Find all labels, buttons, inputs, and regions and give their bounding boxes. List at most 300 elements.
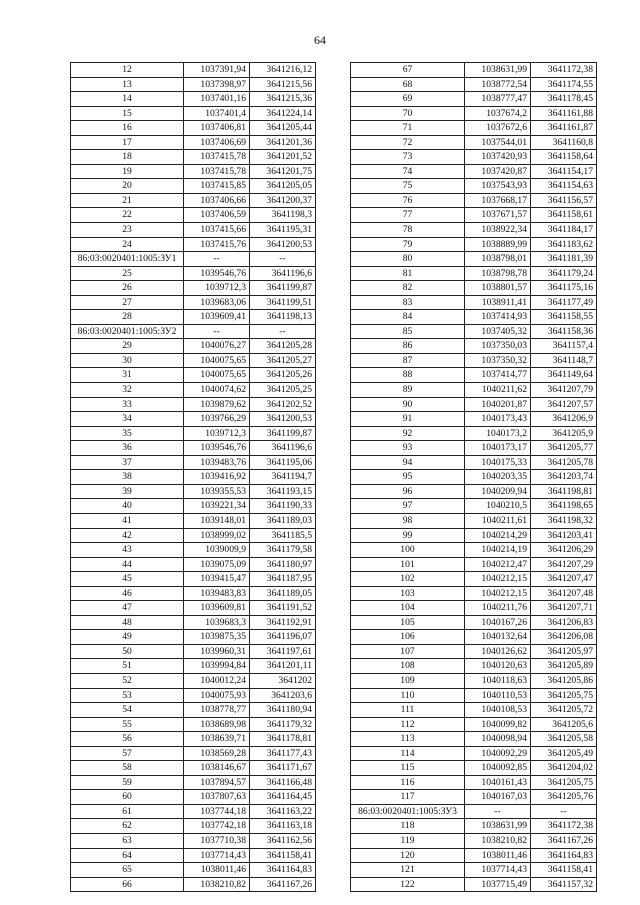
table-row xyxy=(351,310,597,325)
point-number-cell: 35 xyxy=(71,426,184,441)
x-coordinate-cell: 1038146,67 xyxy=(184,761,250,776)
y-coordinate-cell: 3641179,24 xyxy=(531,266,597,281)
y-coordinate-cell: 3641164,45 xyxy=(250,790,316,805)
y-coordinate-cell: 3641154,63 xyxy=(531,179,597,194)
table-row xyxy=(351,732,597,747)
point-number-cell: 45 xyxy=(71,572,184,587)
y-coordinate-cell: 3641196,6 xyxy=(250,266,316,281)
y-coordinate-cell: 3641202 xyxy=(250,673,316,688)
x-coordinate-cell: 1040108,53 xyxy=(465,703,531,718)
table-row xyxy=(71,484,316,499)
table-row xyxy=(71,833,316,848)
point-number-cell: 25 xyxy=(71,266,184,281)
point-number-cell: 33 xyxy=(71,397,184,412)
point-number-cell: 68 xyxy=(351,77,465,92)
x-coordinate-cell: 1037414,77 xyxy=(465,368,531,383)
table-row xyxy=(351,92,597,107)
x-coordinate-cell: 1040173,17 xyxy=(465,441,531,456)
table-row xyxy=(71,92,316,107)
x-coordinate-cell: 1039148,01 xyxy=(184,513,250,528)
point-number-cell: 93 xyxy=(351,441,465,456)
x-coordinate-cell: 1038639,71 xyxy=(184,732,250,747)
y-coordinate-cell: 3641198,32 xyxy=(531,513,597,528)
y-coordinate-cell: 3641205,76 xyxy=(531,790,597,805)
table-row xyxy=(351,819,597,834)
x-coordinate-cell: 1039609,41 xyxy=(184,310,250,325)
y-coordinate-cell: 3641191,52 xyxy=(250,601,316,616)
x-coordinate-cell: 1037405,32 xyxy=(465,324,531,339)
point-number-cell: 44 xyxy=(71,557,184,572)
y-coordinate-cell: 3641207,79 xyxy=(531,383,597,398)
x-coordinate-cell: 1037544,01 xyxy=(465,135,531,150)
point-number-cell: 100 xyxy=(351,543,465,558)
x-coordinate-cell: 1039712,3 xyxy=(184,426,250,441)
x-coordinate-cell: 1040167,03 xyxy=(465,790,531,805)
point-number-cell: 19 xyxy=(71,164,184,179)
y-coordinate-cell: 3641206,08 xyxy=(531,630,597,645)
y-coordinate-cell: 3641205,25 xyxy=(250,383,316,398)
y-coordinate-cell: 3641205,28 xyxy=(250,339,316,354)
x-coordinate-cell: 1037420,87 xyxy=(465,164,531,179)
point-number-cell: 120 xyxy=(351,848,465,863)
point-number-cell: 52 xyxy=(71,673,184,688)
table-row xyxy=(71,528,316,543)
table-row xyxy=(351,179,597,194)
y-coordinate-cell: 3641172,38 xyxy=(531,63,597,78)
point-number-cell: 28 xyxy=(71,310,184,325)
point-number-cell: 30 xyxy=(71,353,184,368)
x-placeholder-cell: -- xyxy=(184,324,250,339)
y-coordinate-cell: 3641172,38 xyxy=(531,819,597,834)
table-row xyxy=(351,106,597,121)
point-number-cell: 101 xyxy=(351,557,465,572)
point-number-cell: 51 xyxy=(71,659,184,674)
y-coordinate-cell: 3641174,55 xyxy=(531,77,597,92)
x-coordinate-cell: 1038999,02 xyxy=(184,528,250,543)
table-row xyxy=(351,775,597,790)
table-row xyxy=(71,848,316,863)
table-row xyxy=(71,470,316,485)
table-row xyxy=(71,426,316,441)
point-number-cell: 63 xyxy=(71,833,184,848)
table-row xyxy=(71,717,316,732)
y-coordinate-cell: 3641171,67 xyxy=(250,761,316,776)
x-coordinate-cell: 1037401,4 xyxy=(184,106,250,121)
x-coordinate-cell: 1038569,28 xyxy=(184,746,250,761)
x-coordinate-cell: 1039994,84 xyxy=(184,659,250,674)
y-coordinate-cell: 3641163,22 xyxy=(250,804,316,819)
table-row xyxy=(351,324,597,339)
table-row xyxy=(71,761,316,776)
x-coordinate-cell: 1039875,35 xyxy=(184,630,250,645)
point-number-cell: 72 xyxy=(351,135,465,150)
x-coordinate-cell: 1040212,47 xyxy=(465,557,531,572)
point-number-cell: 112 xyxy=(351,717,465,732)
x-coordinate-cell: 1040209,94 xyxy=(465,484,531,499)
x-coordinate-cell: 1037710,38 xyxy=(184,833,250,848)
y-coordinate-cell: 3641189,03 xyxy=(250,513,316,528)
y-coordinate-cell: 3641185,5 xyxy=(250,528,316,543)
point-number-cell: 73 xyxy=(351,150,465,165)
y-coordinate-cell: 3641194,7 xyxy=(250,470,316,485)
parcel-id-cell: 86:03:0020401:1005:ЗУ3 xyxy=(351,804,465,819)
x-coordinate-cell: 1037807,63 xyxy=(184,790,250,805)
table-row xyxy=(351,659,597,674)
x-coordinate-cell: 1039683,3 xyxy=(184,615,250,630)
table-row xyxy=(351,193,597,208)
y-coordinate-cell: 3641200,53 xyxy=(250,412,316,427)
y-coordinate-cell: 3641205,49 xyxy=(531,746,597,761)
x-coordinate-cell: 1039546,76 xyxy=(184,441,250,456)
table-row xyxy=(351,441,597,456)
y-coordinate-cell: 3641205,97 xyxy=(531,644,597,659)
point-number-cell: 18 xyxy=(71,150,184,165)
y-coordinate-cell: 3641166,48 xyxy=(250,775,316,790)
table-row xyxy=(71,383,316,398)
point-number-cell: 70 xyxy=(351,106,465,121)
table-row xyxy=(351,77,597,92)
point-number-cell: 14 xyxy=(71,92,184,107)
y-coordinate-cell: 3641200,53 xyxy=(250,237,316,252)
point-number-cell: 107 xyxy=(351,644,465,659)
table-row xyxy=(71,601,316,616)
table-row xyxy=(351,368,597,383)
x-coordinate-cell: 1040173,2 xyxy=(465,426,531,441)
y-coordinate-cell: 3641190,33 xyxy=(250,499,316,514)
table-row xyxy=(71,353,316,368)
point-number-cell: 43 xyxy=(71,543,184,558)
table-row xyxy=(351,63,597,78)
point-number-cell: 75 xyxy=(351,179,465,194)
x-coordinate-cell: 1040175,33 xyxy=(465,455,531,470)
y-coordinate-cell: 3641224,14 xyxy=(250,106,316,121)
point-number-cell: 21 xyxy=(71,193,184,208)
table-row xyxy=(351,717,597,732)
table-row xyxy=(71,368,316,383)
y-coordinate-cell: 3641207,29 xyxy=(531,557,597,572)
point-number-cell: 119 xyxy=(351,833,465,848)
table-row xyxy=(351,353,597,368)
point-number-cell: 86 xyxy=(351,339,465,354)
y-coordinate-cell: 3641177,43 xyxy=(250,746,316,761)
point-number-cell: 39 xyxy=(71,484,184,499)
point-number-cell: 90 xyxy=(351,397,465,412)
y-coordinate-cell: 3641167,26 xyxy=(531,833,597,848)
y-coordinate-cell: 3641206,83 xyxy=(531,615,597,630)
x-coordinate-cell: 1040214,19 xyxy=(465,543,531,558)
x-coordinate-cell: 1037714,43 xyxy=(465,863,531,878)
x-coordinate-cell: 1040211,61 xyxy=(465,513,531,528)
x-coordinate-cell: 1038772,54 xyxy=(465,77,531,92)
x-placeholder-cell: -- xyxy=(465,804,531,819)
y-coordinate-cell: 3641158,55 xyxy=(531,310,597,325)
point-number-cell: 88 xyxy=(351,368,465,383)
y-coordinate-cell: 3641163,18 xyxy=(250,819,316,834)
x-coordinate-cell: 1039712,3 xyxy=(184,281,250,296)
x-coordinate-cell: 1038889,99 xyxy=(465,237,531,252)
y-coordinate-cell: 3641192,91 xyxy=(250,615,316,630)
y-coordinate-cell: 3641197,61 xyxy=(250,644,316,659)
y-coordinate-cell: 3641205,77 xyxy=(531,441,597,456)
table-row xyxy=(71,339,316,354)
y-coordinate-cell: 3641202,52 xyxy=(250,397,316,412)
x-coordinate-cell: 1040214,29 xyxy=(465,528,531,543)
y-coordinate-cell: 3641198,65 xyxy=(531,499,597,514)
table-row xyxy=(71,164,316,179)
y-coordinate-cell: 3641216,12 xyxy=(250,63,316,78)
parcel-id-cell: 86:03:0020401:1005:ЗУ2 xyxy=(71,324,184,339)
y-coordinate-cell: 3641206,29 xyxy=(531,543,597,558)
x-coordinate-cell: 1039415,47 xyxy=(184,572,250,587)
table-row xyxy=(351,543,597,558)
y-coordinate-cell: 3641177,49 xyxy=(531,295,597,310)
point-number-cell: 48 xyxy=(71,615,184,630)
x-coordinate-cell: 1038631,99 xyxy=(465,63,531,78)
table-row xyxy=(351,223,597,238)
table-row xyxy=(71,455,316,470)
point-number-cell: 55 xyxy=(71,717,184,732)
y-coordinate-cell: 3641199,51 xyxy=(250,295,316,310)
y-coordinate-cell: 3641205,9 xyxy=(531,426,597,441)
point-number-cell: 80 xyxy=(351,252,465,267)
x-coordinate-cell: 1040118,63 xyxy=(465,673,531,688)
point-number-cell: 122 xyxy=(351,877,465,892)
table-row xyxy=(71,310,316,325)
point-number-cell: 24 xyxy=(71,237,184,252)
y-coordinate-cell: 3641148,7 xyxy=(531,353,597,368)
table-row xyxy=(351,412,597,427)
y-coordinate-cell: 3641204,02 xyxy=(531,761,597,776)
table-row xyxy=(351,557,597,572)
table-row xyxy=(71,863,316,878)
point-number-cell: 27 xyxy=(71,295,184,310)
point-number-cell: 116 xyxy=(351,775,465,790)
y-coordinate-cell: 3641203,41 xyxy=(531,528,597,543)
point-number-cell: 85 xyxy=(351,324,465,339)
table-row xyxy=(351,266,597,281)
point-number-cell: 105 xyxy=(351,615,465,630)
y-coordinate-cell: 3641181,39 xyxy=(531,252,597,267)
x-coordinate-cell: 1039483,83 xyxy=(184,586,250,601)
point-number-cell: 83 xyxy=(351,295,465,310)
x-coordinate-cell: 1038210,82 xyxy=(465,833,531,848)
table-row xyxy=(351,848,597,863)
point-number-cell: 57 xyxy=(71,746,184,761)
table-row xyxy=(351,673,597,688)
x-coordinate-cell: 1037401,16 xyxy=(184,92,250,107)
y-coordinate-cell: 3641206,9 xyxy=(531,412,597,427)
point-number-cell: 108 xyxy=(351,659,465,674)
y-coordinate-cell: 3641205,27 xyxy=(250,353,316,368)
x-coordinate-cell: 1038777,47 xyxy=(465,92,531,107)
x-coordinate-cell: 1040203,35 xyxy=(465,470,531,485)
page-number: 64 xyxy=(314,33,326,47)
table-row xyxy=(351,586,597,601)
y-coordinate-cell: 3641149,64 xyxy=(531,368,597,383)
table-row xyxy=(351,615,597,630)
table-row xyxy=(71,659,316,674)
point-number-cell: 67 xyxy=(351,63,465,78)
point-number-cell: 79 xyxy=(351,237,465,252)
point-number-cell: 29 xyxy=(71,339,184,354)
x-coordinate-cell: 1037894,57 xyxy=(184,775,250,790)
y-coordinate-cell: 3641196,6 xyxy=(250,441,316,456)
x-coordinate-cell: 1038798,01 xyxy=(465,252,531,267)
x-coordinate-cell: 1037406,81 xyxy=(184,121,250,136)
point-number-cell: 111 xyxy=(351,703,465,718)
table-row xyxy=(351,397,597,412)
point-number-cell: 117 xyxy=(351,790,465,805)
x-coordinate-cell: 1040092,85 xyxy=(465,761,531,776)
table-row xyxy=(351,164,597,179)
point-number-cell: 94 xyxy=(351,455,465,470)
x-coordinate-cell: 1040210,5 xyxy=(465,499,531,514)
table-row xyxy=(351,252,597,267)
x-coordinate-cell: 1039355,53 xyxy=(184,484,250,499)
x-coordinate-cell: 1037415,78 xyxy=(184,164,250,179)
x-coordinate-cell: 1039483,76 xyxy=(184,455,250,470)
section-header-row xyxy=(71,252,316,267)
table-row xyxy=(351,150,597,165)
y-coordinate-cell: 3641203,6 xyxy=(250,688,316,703)
table-row xyxy=(71,877,316,892)
y-coordinate-cell: 3641199,87 xyxy=(250,281,316,296)
x-placeholder-cell: -- xyxy=(184,252,250,267)
table-row xyxy=(351,208,597,223)
point-number-cell: 109 xyxy=(351,673,465,688)
table-row xyxy=(351,237,597,252)
y-coordinate-cell: 3641200,37 xyxy=(250,193,316,208)
point-number-cell: 66 xyxy=(71,877,184,892)
y-coordinate-cell: 3641198,81 xyxy=(531,484,597,499)
table-row xyxy=(71,135,316,150)
x-coordinate-cell: 1040212,15 xyxy=(465,586,531,601)
coordinates-table-right xyxy=(350,62,597,892)
point-number-cell: 92 xyxy=(351,426,465,441)
table-row xyxy=(71,644,316,659)
point-number-cell: 76 xyxy=(351,193,465,208)
y-coordinate-cell: 3641179,58 xyxy=(250,543,316,558)
x-coordinate-cell: 1040074,62 xyxy=(184,383,250,398)
y-coordinate-cell: 3641158,36 xyxy=(531,324,597,339)
x-coordinate-cell: 1040075,93 xyxy=(184,688,250,703)
point-number-cell: 58 xyxy=(71,761,184,776)
point-number-cell: 71 xyxy=(351,121,465,136)
y-coordinate-cell: 3641160,8 xyxy=(531,135,597,150)
y-placeholder-cell: -- xyxy=(531,804,597,819)
point-number-cell: 98 xyxy=(351,513,465,528)
y-coordinate-cell: 3641201,75 xyxy=(250,164,316,179)
point-number-cell: 114 xyxy=(351,746,465,761)
x-coordinate-cell: 1040012,24 xyxy=(184,673,250,688)
table-row xyxy=(351,484,597,499)
table-row xyxy=(71,688,316,703)
table-row xyxy=(351,630,597,645)
table-row xyxy=(71,397,316,412)
point-number-cell: 82 xyxy=(351,281,465,296)
x-coordinate-cell: 1037415,76 xyxy=(184,237,250,252)
y-coordinate-cell: 3641205,6 xyxy=(531,717,597,732)
table-row xyxy=(71,630,316,645)
x-coordinate-cell: 1039766,29 xyxy=(184,412,250,427)
x-coordinate-cell: 1038801,57 xyxy=(465,281,531,296)
table-row xyxy=(71,412,316,427)
point-number-cell: 56 xyxy=(71,732,184,747)
point-number-cell: 15 xyxy=(71,106,184,121)
table-row xyxy=(351,572,597,587)
table-row xyxy=(351,863,597,878)
x-coordinate-cell: 1037391,94 xyxy=(184,63,250,78)
table-row xyxy=(71,63,316,78)
point-number-cell: 99 xyxy=(351,528,465,543)
x-coordinate-cell: 1037398,97 xyxy=(184,77,250,92)
point-number-cell: 102 xyxy=(351,572,465,587)
point-number-cell: 118 xyxy=(351,819,465,834)
y-coordinate-cell: 3641157,4 xyxy=(531,339,597,354)
table-row xyxy=(351,761,597,776)
x-coordinate-cell: 1038922,34 xyxy=(465,223,531,238)
parcel-id-cell: 86:03:0020401:1005:ЗУ1 xyxy=(71,252,184,267)
x-coordinate-cell: 1040075,65 xyxy=(184,368,250,383)
point-number-cell: 34 xyxy=(71,412,184,427)
y-coordinate-cell: 3641201,36 xyxy=(250,135,316,150)
y-coordinate-cell: 3641196,07 xyxy=(250,630,316,645)
point-number-cell: 77 xyxy=(351,208,465,223)
x-coordinate-cell: 1039221,34 xyxy=(184,499,250,514)
x-coordinate-cell: 1037714,43 xyxy=(184,848,250,863)
table-row xyxy=(71,441,316,456)
x-coordinate-cell: 1037742,18 xyxy=(184,819,250,834)
point-number-cell: 37 xyxy=(71,455,184,470)
x-coordinate-cell: 1037350,32 xyxy=(465,353,531,368)
point-number-cell: 36 xyxy=(71,441,184,456)
table-row xyxy=(71,281,316,296)
x-coordinate-cell: 1040132,64 xyxy=(465,630,531,645)
y-coordinate-cell: 3641205,86 xyxy=(531,673,597,688)
table-row xyxy=(71,732,316,747)
x-coordinate-cell: 1037406,66 xyxy=(184,193,250,208)
table-row xyxy=(351,703,597,718)
section-header-row xyxy=(351,804,597,819)
x-coordinate-cell: 1040173,43 xyxy=(465,412,531,427)
table-row xyxy=(351,790,597,805)
x-coordinate-cell: 1040201,87 xyxy=(465,397,531,412)
y-coordinate-cell: 3641179,32 xyxy=(250,717,316,732)
x-coordinate-cell: 1038798,78 xyxy=(465,266,531,281)
table-row xyxy=(351,528,597,543)
y-coordinate-cell: 3641215,56 xyxy=(250,77,316,92)
table-row xyxy=(71,586,316,601)
y-coordinate-cell: 3641207,71 xyxy=(531,601,597,616)
point-number-cell: 110 xyxy=(351,688,465,703)
table-row xyxy=(71,513,316,528)
table-row xyxy=(351,295,597,310)
point-number-cell: 62 xyxy=(71,819,184,834)
y-coordinate-cell: 3641164,83 xyxy=(250,863,316,878)
table-row xyxy=(71,77,316,92)
point-number-cell: 54 xyxy=(71,703,184,718)
coordinates-table-left xyxy=(70,62,316,892)
x-coordinate-cell: 1040167,26 xyxy=(465,615,531,630)
table-row xyxy=(71,673,316,688)
point-number-cell: 17 xyxy=(71,135,184,150)
x-coordinate-cell: 1039609,81 xyxy=(184,601,250,616)
point-number-cell: 95 xyxy=(351,470,465,485)
point-number-cell: 60 xyxy=(71,790,184,805)
y-coordinate-cell: 3641158,61 xyxy=(531,208,597,223)
point-number-cell: 47 xyxy=(71,601,184,616)
table-row xyxy=(71,266,316,281)
